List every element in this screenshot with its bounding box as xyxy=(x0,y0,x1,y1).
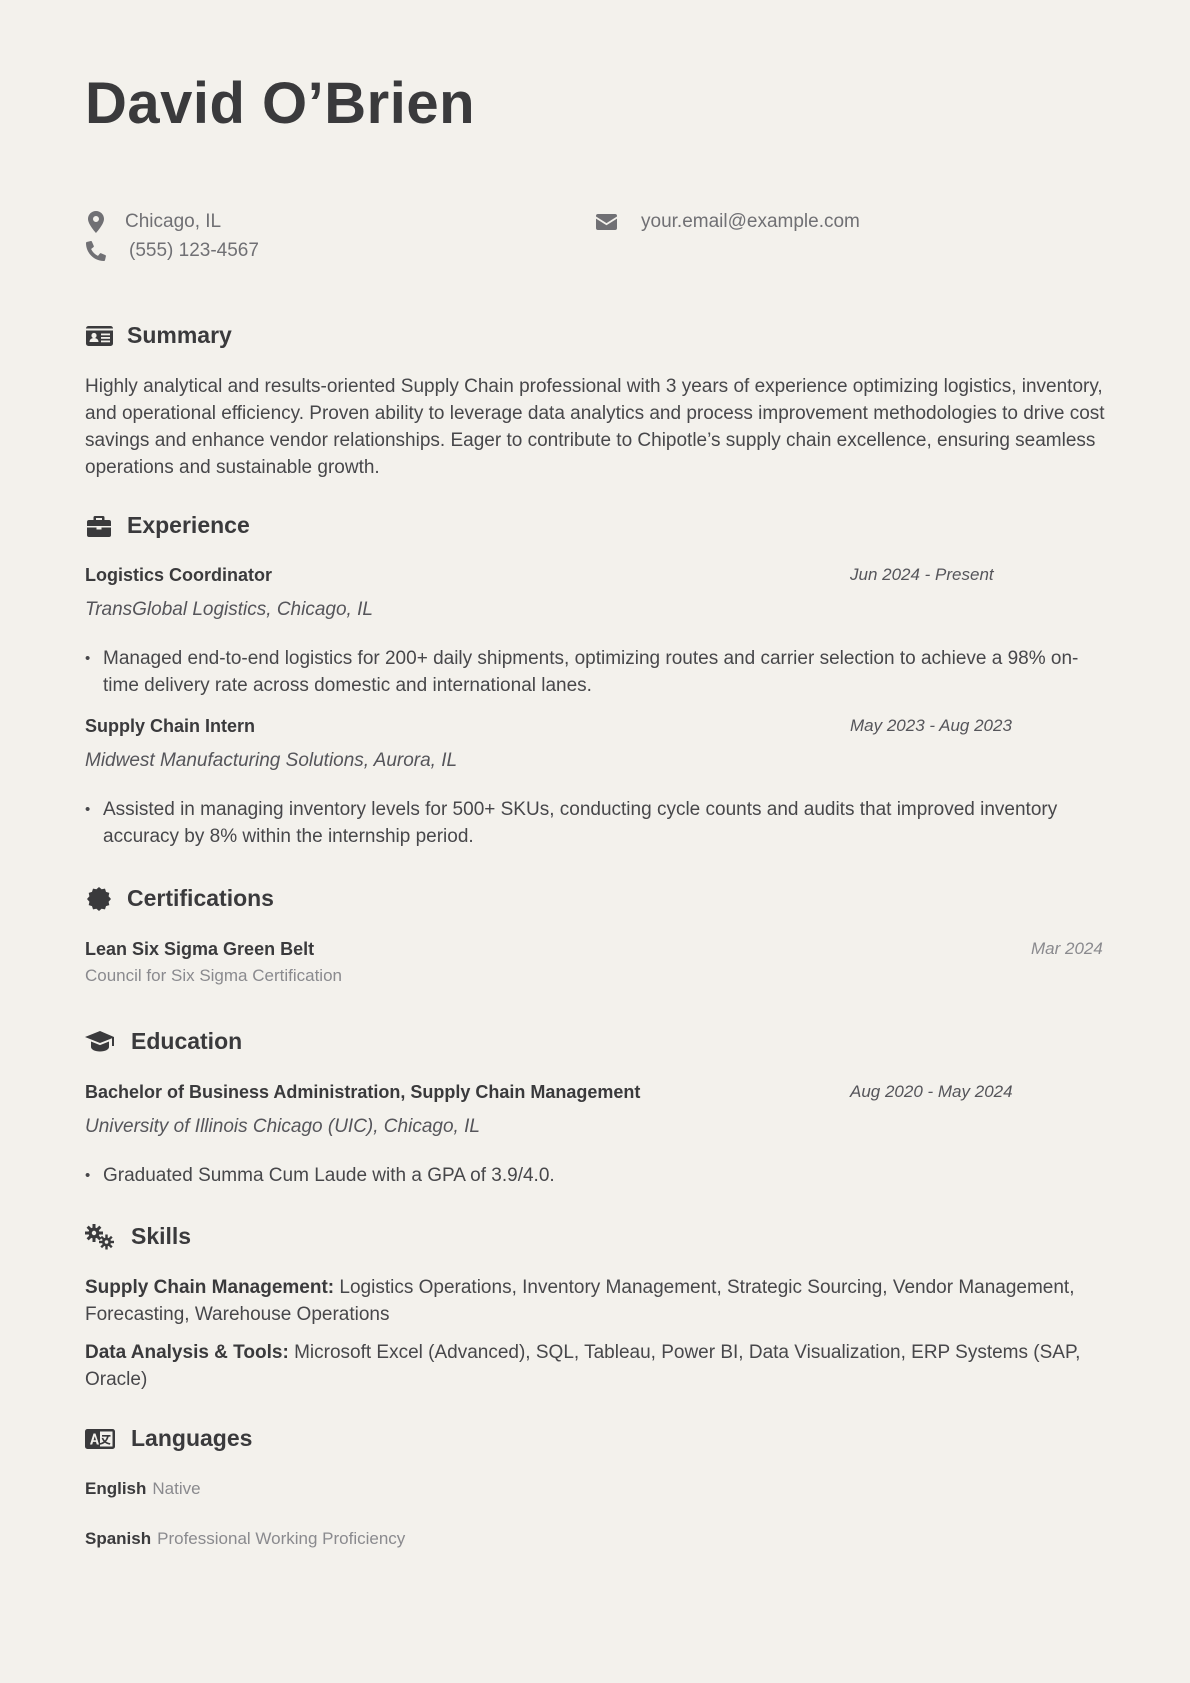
language-name: Spanish xyxy=(85,1529,152,1548)
candidate-name: David O’Brien xyxy=(85,71,476,136)
contact-phone xyxy=(85,240,259,262)
certifications-heading xyxy=(85,885,274,912)
language-level: Native xyxy=(152,1479,201,1498)
certification-name: Lean Six Sigma Green Belt xyxy=(85,939,315,959)
job-bullet: • Managed end-to-end logistics for 200+ daily shipments, optimizing routes and carrier selection to achieve a 98% on-time delivery rate across domestic and international lanes. xyxy=(85,645,1110,699)
skill-group xyxy=(85,1339,1110,1393)
skills-heading xyxy=(85,1223,191,1250)
languages-heading xyxy=(85,1425,252,1452)
job-organization: Midwest Manufacturing Solutions, Aurora, IL xyxy=(85,750,458,771)
language-level: Professional Working Proficiency xyxy=(157,1529,406,1548)
summary-title: Summary xyxy=(127,322,232,348)
envelope-icon xyxy=(595,211,617,233)
summary-text: Highly analytical and results-oriented Supply Chain professional with 3 years of experience optimizing logistics, inventory, and operational efficiency. Proven ability to leverage data analytics and process improvement methodologies to drive cost savings and enhance vendor relationships. Eager to contribute to Chipotle’s supply chain excellence, ensuring seamless operations and sustainable growth. xyxy=(85,376,1105,478)
education-heading xyxy=(85,1028,242,1055)
job-title: Logistics Coordinator xyxy=(85,565,273,585)
summary-heading xyxy=(85,322,232,349)
briefcase-icon xyxy=(85,514,113,538)
languages-title: Languages xyxy=(131,1425,253,1451)
certifications-title: Certifications xyxy=(127,885,274,911)
graduation-cap-icon xyxy=(85,1030,115,1054)
skill-group-value: Microsoft Excel (Advanced), SQL, Tableau, Power BI, Data Visualization, ERP Systems (SAP, Oracle) xyxy=(85,1342,1081,1390)
language-item xyxy=(85,1479,201,1499)
certification-date: Mar 2024 xyxy=(1031,939,1103,958)
experience-heading xyxy=(85,512,250,539)
phone-text: (555) 123-4567 xyxy=(129,240,259,261)
education-bullet: • Graduated Summa Cum Laude with a GPA of 3.9/4.0. xyxy=(85,1162,1110,1189)
experience-title: Experience xyxy=(127,512,250,538)
education-date: Aug 2020 - May 2024 xyxy=(850,1082,1013,1101)
school-name: University of Illinois Chicago (UIC), Chicago, IL xyxy=(85,1116,480,1137)
id-card-icon xyxy=(85,324,113,348)
email-link[interactable]: your.email@example.com xyxy=(641,211,860,232)
location-text: Chicago, IL xyxy=(125,211,222,232)
education-title: Education xyxy=(131,1028,243,1054)
contact-location xyxy=(85,211,221,233)
job-date: May 2023 - Aug 2023 xyxy=(850,716,1012,735)
phone-icon xyxy=(85,240,107,262)
job-title: Supply Chain Intern xyxy=(85,716,256,736)
contact-email[interactable] xyxy=(595,211,860,233)
degree-title: Bachelor of Business Administration, Supply Chain Management xyxy=(85,1082,641,1102)
certificate-badge-icon xyxy=(85,887,113,911)
language-item xyxy=(85,1529,405,1549)
skill-group-value: Logistics Operations, Inventory Management, Strategic Sourcing, Vendor Management, Forecasting, Warehouse Operations xyxy=(85,1277,1075,1325)
job-date: Jun 2024 - Present xyxy=(850,565,994,584)
skills-title: Skills xyxy=(131,1223,192,1249)
skill-group-label: Data Analysis & Tools: xyxy=(85,1342,289,1363)
skill-group-label: Supply Chain Management: xyxy=(85,1277,335,1298)
skill-group xyxy=(85,1274,1110,1328)
certification-issuer: Council for Six Sigma Certification xyxy=(85,966,342,985)
gears-icon xyxy=(85,1225,115,1249)
language-icon xyxy=(85,1427,115,1451)
job-bullet: • Assisted in managing inventory levels for 500+ SKUs, conducting cycle counts and audits that improved inventory accuracy by 8% within the internship period. xyxy=(85,796,1110,850)
language-name: English xyxy=(85,1479,147,1498)
job-organization: TransGlobal Logistics, Chicago, IL xyxy=(85,599,373,620)
map-marker-icon xyxy=(85,211,107,233)
